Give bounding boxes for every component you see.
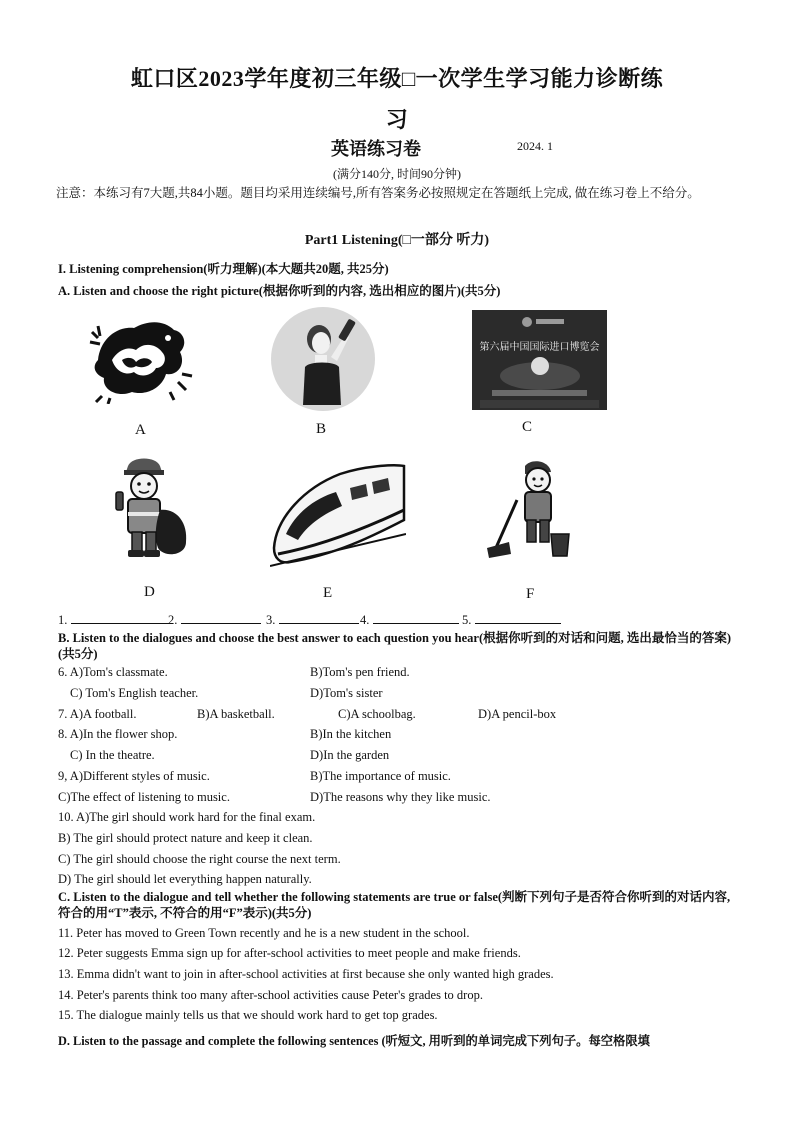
picture-label-e: E — [323, 585, 333, 601]
q7-option-b: B)A basketball. — [197, 707, 275, 721]
q8-option-b: B)In the kitchen — [310, 727, 392, 741]
q10-option-a: 10. A)The girl should work hard for the final exam. — [58, 810, 316, 824]
picture-label-a: A — [135, 422, 146, 438]
statement-11: 11. Peter has moved to Green Town recently and he is a new student in the school. — [58, 926, 470, 940]
picture-label-b: B — [316, 421, 327, 437]
statement-14: 14. Peter's parents think too many after-school activities cause Peter's grades to drop. — [58, 988, 483, 1002]
paper-cut-bird-icon — [82, 312, 194, 404]
exam-title-line1: 虹口区2023学年度初三年级□一次学生学习能力诊断练 — [130, 66, 664, 91]
blank-4[interactable]: 4. — [360, 611, 459, 628]
q9-option-a: 9, A)Different styles of music. — [58, 769, 210, 783]
statement-12: 12. Peter suggests Emma sign up for after-school activities to meet people and make friends. — [58, 946, 521, 960]
q8-option-a: 8. A)In the flower shop. — [58, 727, 178, 741]
blank-3[interactable]: 3. — [266, 611, 359, 628]
picture-label-c: C — [522, 419, 533, 435]
statement-15: 15. The dialogue mainly tells us that we should work hard to get top grades. — [58, 1008, 438, 1022]
section-a-title: A. Listen and choose the right picture(根据你听到的内容, 选出相应的图片)(共5分) — [58, 284, 501, 298]
q10-option-b: B) The girl should protect nature and keep it clean. — [58, 831, 313, 845]
q6-option-a: 6. A)Tom's classmate. — [58, 665, 168, 679]
section-1-title: I. Listening comprehension(听力理解)(本大题共20题, 共25分) — [58, 262, 389, 276]
expo-poster-icon — [472, 310, 607, 410]
q8-option-d: D)In the garden — [310, 748, 390, 762]
q7-option-a: 7. A)A football. — [58, 707, 137, 721]
q10-option-d: D) The girl should let everything happen naturally. — [58, 872, 312, 886]
section-c-title: C. Listen to the dialogue and tell whether the following statements are true or false(判断下列句子是否符合你听到的对话内容, 符合的用“T”表示, 不符合的用“F”表示)(共5分) — [58, 890, 731, 920]
boy-mopping-icon — [487, 456, 573, 560]
section-d-title: D. Listen to the passage and complete the following sentences (听短文, 用听到的单词完成下列句子。每空格限填 — [58, 1034, 650, 1048]
part-title: Part1 Listening(□一部分 听力) — [304, 233, 490, 248]
expo-poster-caption: 第六届中国国际进口博览会 — [479, 342, 600, 353]
exam-title-line2: 习 — [385, 107, 409, 132]
q7-option-d: D)A pencil-box — [478, 707, 557, 721]
q6-option-b: B)Tom's pen friend. — [310, 665, 410, 679]
q7-option-c: C)A schoolbag. — [338, 707, 416, 721]
exam-date: 2024. 1 — [517, 139, 553, 153]
paper-subtitle: 英语练习卷 — [331, 139, 421, 159]
q10-option-c: C) The girl should choose the right course the next term. — [58, 852, 341, 866]
full-mark-info: (满分140分, 时间90分钟) — [333, 167, 461, 181]
q6-option-d: D)Tom's sister — [310, 686, 383, 700]
high-speed-train-icon — [270, 462, 406, 570]
notice-text: 注意：本练习有7大题,共84小题。题目均采用连续编号,所有答案务必按照规定在答题纸上完成, 做在练习卷上不给分。 — [56, 186, 700, 200]
subtitle-row — [0, 135, 794, 161]
picture-label-f: F — [526, 586, 535, 602]
statement-13: 13. Emma didn't want to join in after-school activities at first because she only wanted high grades. — [58, 967, 554, 981]
q9-option-c: C)The effect of listening to music. — [58, 790, 230, 804]
q9-option-d: D)The reasons why they like music. — [310, 790, 491, 804]
q9-option-b: B)The importance of music. — [310, 769, 451, 783]
blank-5[interactable]: 5. — [462, 611, 561, 628]
picture-label-d: D — [144, 584, 155, 600]
q8-option-c: C) In the theatre. — [70, 748, 155, 762]
q6-option-c: C) Tom's English teacher. — [70, 686, 199, 700]
woman-drinking-icon — [269, 305, 377, 413]
blank-2[interactable]: 2. — [168, 611, 261, 628]
boy-garbage-icon — [106, 452, 190, 562]
blank-1[interactable]: 1. — [58, 611, 169, 628]
section-b-title: B. Listen to the dialogues and choose the best answer to each question you hear(根据你听到的对话和问题, 选出最恰当的答案)(共5分) — [58, 631, 732, 661]
